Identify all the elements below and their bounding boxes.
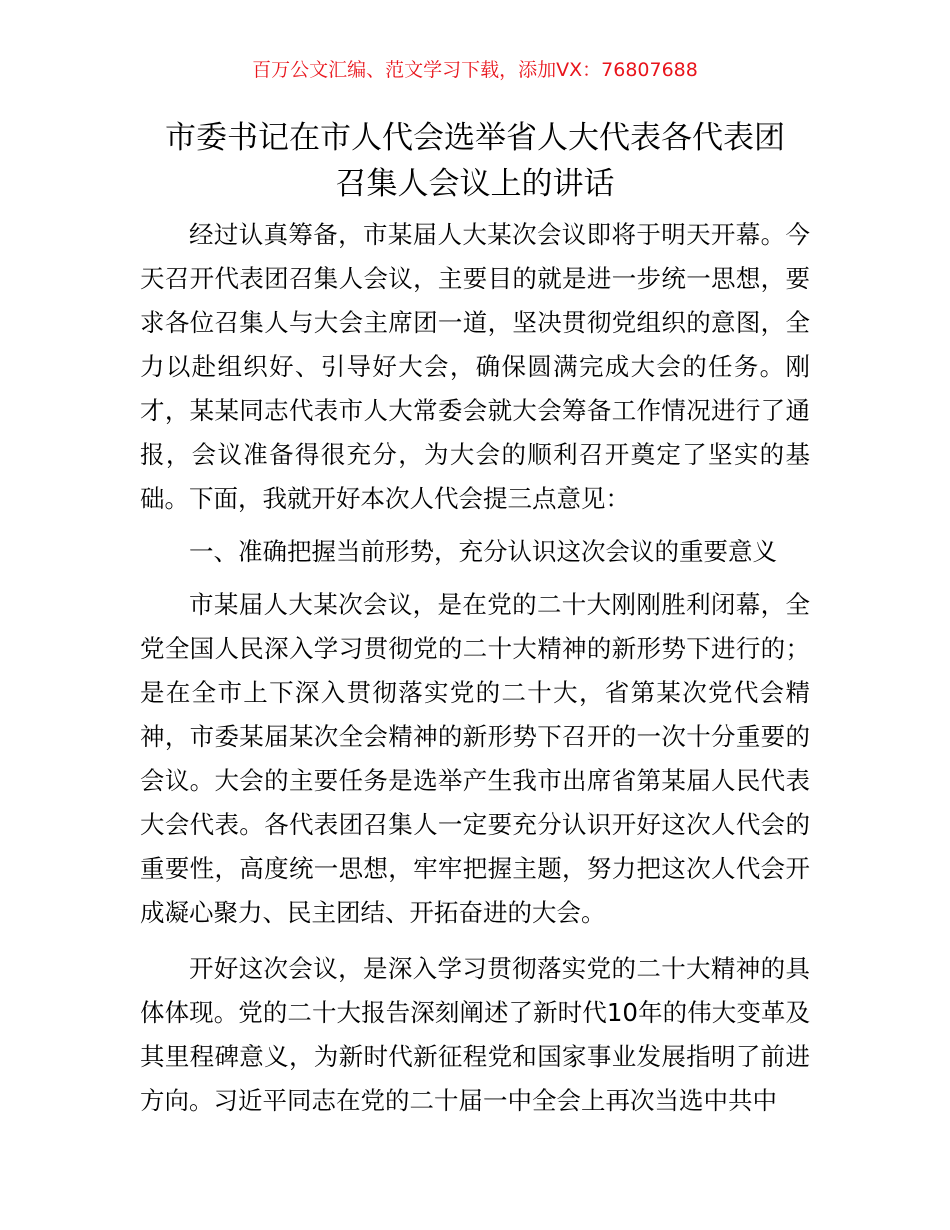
document-title — [120, 115, 830, 207]
title-line-2: 召集人会议上的讲话 — [335, 166, 615, 202]
title-line-1: 市委书记在市人代会选举省人大代表各代表团 — [165, 120, 785, 156]
header-watermark-note: 百万公文汇编、范文学习下载，添加VX：76807688 — [252, 59, 698, 81]
paragraph-significance: 市某届人大某次会议，是在党的二十大刚刚胜利闭幕，全党全国人民深入学习贯彻党的二十大精神的新形势下进行的；是在全市上下深入贯彻落实党的二十大，省第某次党代会精神，市委某届某次全会精神的新形势下召开的一次十分重要的会议。大会的主要任务是选举产生我市出席省第某届人民代表大会代表。各代表团召集人一定要充分认识开好这次人代会的重要性，高度统一思想，牢牢把握主题，努力把这次人代会开成凝心聚力、民主团结、开拓奋进的大会。 — [140, 590, 810, 927]
section-heading-1: 一、准确把握当前形势，充分认识这次会议的重要意义 — [189, 537, 777, 566]
paragraph-intro: 经过认真筹备，市某届人大某次会议即将于明天开幕。今天召开代表团召集人会议，主要目的就是进一步统一思想，要求各位召集人与大会主席团一道，坚决贯彻党组织的意图，全力以赴组织好、引导好大会，确保圆满完成大会的任务。刚才，某某同志代表市人大常委会就大会筹备工作情况进行了通报，会议准备得很充分，为大会的顺利召开奠定了坚实的基础。下面，我就开好本次人代会提三点意见： — [140, 220, 810, 513]
document-body — [140, 213, 810, 1123]
paragraph-implementation: 开好这次会议，是深入学习贯彻落实党的二十大精神的具体体现。党的二十大报告深刻阐述了新时代10年的伟大变革及其里程碑意义，为新时代新征程党和国家事业发展指明了前进方向。习近平同志在党的二十届一中全会上再次当选中共中 — [140, 954, 810, 1115]
